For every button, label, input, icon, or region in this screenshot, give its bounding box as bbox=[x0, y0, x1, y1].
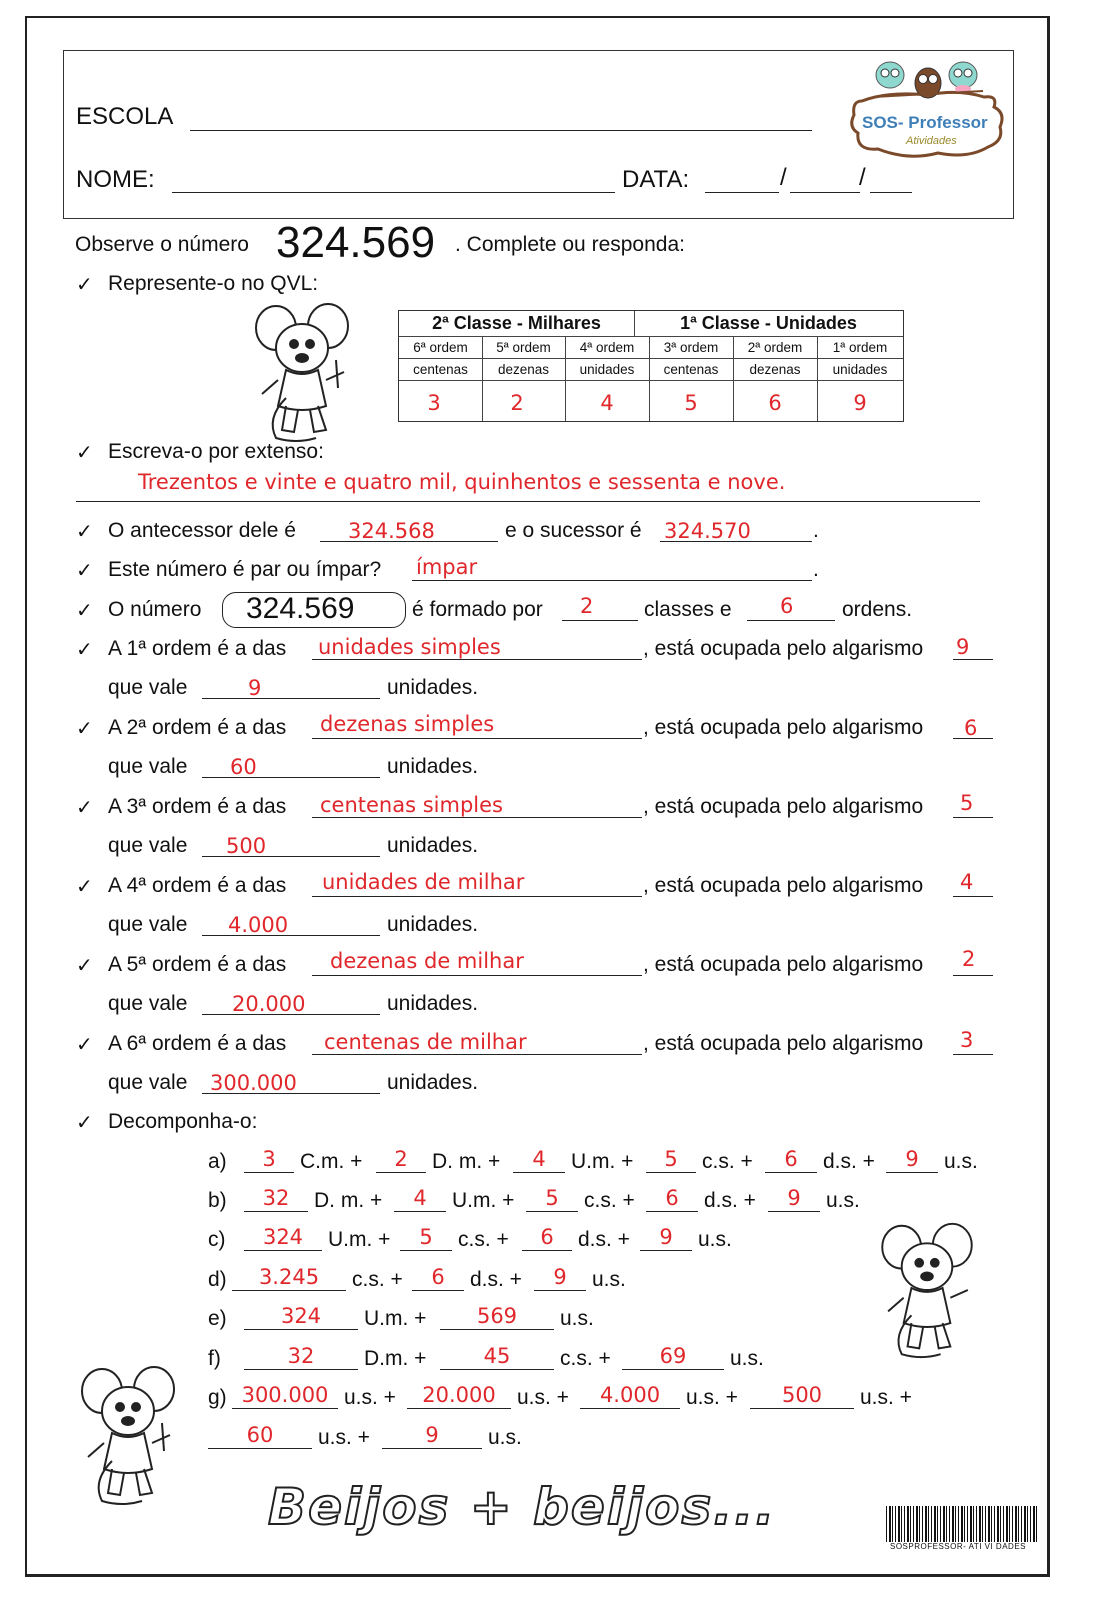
name-label: NOME: bbox=[76, 166, 155, 193]
extenso-instruction: Escreva-o por extenso: bbox=[108, 440, 324, 463]
decompose-unit: U.m. + bbox=[571, 1150, 634, 1173]
decompose-answer[interactable]: 32 bbox=[262, 1186, 290, 1210]
barcode-text: SOSPROFESSOR- ATI VI DADES bbox=[890, 1542, 1026, 1551]
ordem-value-field[interactable] bbox=[202, 698, 380, 699]
ordem-digit-answer[interactable]: 3 bbox=[960, 1028, 974, 1052]
decompose-unit: C.m. + bbox=[300, 1150, 363, 1173]
decompose-field[interactable] bbox=[580, 1408, 680, 1409]
qvl-order: 2ª ordem bbox=[747, 340, 803, 355]
qvl-order: 4ª ordem bbox=[579, 340, 635, 355]
ordem-name-answer[interactable]: centenas de milhar bbox=[324, 1030, 527, 1054]
ordem-vale-label: que vale bbox=[108, 676, 188, 699]
decompose-answer[interactable]: 500 bbox=[781, 1383, 823, 1407]
qvl-digit[interactable]: 9 bbox=[853, 391, 867, 415]
decompose-unit: u.s. bbox=[698, 1228, 732, 1251]
ordens-answer[interactable]: 6 bbox=[780, 594, 794, 618]
check-icon: ✓ bbox=[76, 955, 93, 977]
ordem-alg-text: , está ocupada pelo algarismo bbox=[643, 1032, 924, 1055]
parimpar-field[interactable] bbox=[412, 580, 812, 581]
decompose-field[interactable] bbox=[244, 1329, 358, 1330]
ordem-name-answer[interactable]: dezenas simples bbox=[320, 712, 495, 736]
decompose-answer[interactable]: 9 bbox=[905, 1147, 919, 1171]
decompose-answer[interactable]: 5 bbox=[419, 1225, 433, 1249]
date-month-field[interactable] bbox=[790, 192, 860, 193]
decompose-field[interactable] bbox=[382, 1448, 482, 1449]
decompose-field[interactable] bbox=[440, 1369, 554, 1370]
ordem-digit-answer[interactable]: 6 bbox=[964, 716, 978, 740]
decompose-unit: u.s. bbox=[944, 1150, 978, 1173]
decompose-answer[interactable]: 69 bbox=[659, 1344, 687, 1368]
decompose-answer[interactable]: 5 bbox=[545, 1186, 559, 1210]
ordem-digit-answer[interactable]: 4 bbox=[960, 870, 974, 894]
ordem-vale-label: que vale bbox=[108, 1071, 188, 1094]
decompose-answer[interactable]: 300.000 bbox=[241, 1383, 329, 1407]
decompose-label: d) bbox=[208, 1268, 227, 1291]
mouse-icon bbox=[72, 1360, 184, 1510]
ordem-vale-label: que vale bbox=[108, 992, 188, 1015]
qvl-name: unidades bbox=[832, 362, 888, 377]
logo-title: SOS- Professor bbox=[862, 113, 988, 132]
decompose-field[interactable] bbox=[400, 1250, 452, 1251]
ordem-digit-answer[interactable]: 2 bbox=[962, 947, 976, 971]
decompose-field[interactable] bbox=[244, 1369, 358, 1370]
school-label: ESCOLA bbox=[76, 103, 174, 130]
decompose-field[interactable] bbox=[208, 1448, 312, 1449]
decompose-unit: U.m. + bbox=[364, 1307, 427, 1330]
formado-number: 324.569 bbox=[246, 592, 355, 625]
decompose-answer[interactable]: 60 bbox=[246, 1423, 274, 1447]
qvl-class2-header: 2ª Classe - Milhares bbox=[432, 313, 601, 333]
qvl-order: 5ª ordem bbox=[496, 340, 551, 355]
decompose-answer[interactable]: 20.000 bbox=[422, 1383, 496, 1407]
decompose-field[interactable] bbox=[394, 1211, 446, 1212]
decompose-field[interactable] bbox=[232, 1290, 346, 1291]
mouse-illustration bbox=[72, 1360, 184, 1510]
decompose-label: b) bbox=[208, 1189, 227, 1212]
ordem-name-field[interactable] bbox=[312, 975, 642, 976]
qvl-instruction: Represente-o no QVL: bbox=[108, 272, 319, 295]
name-field[interactable] bbox=[172, 192, 615, 193]
decompose-unit: u.s. bbox=[488, 1426, 522, 1449]
ordem-digit-field[interactable] bbox=[953, 817, 993, 818]
check-icon: ✓ bbox=[76, 1034, 93, 1056]
antecessor-text: O antecessor dele é bbox=[108, 519, 296, 542]
ordem-value-answer[interactable]: 4.000 bbox=[228, 913, 289, 937]
decompose-label: e) bbox=[208, 1307, 227, 1330]
intro-number: 324.569 bbox=[276, 218, 436, 267]
ordem-prefix: A 3ª ordem é a das bbox=[108, 795, 287, 818]
period: . bbox=[813, 558, 819, 581]
intro-suffix: . Complete ou responda: bbox=[455, 233, 685, 256]
check-icon: ✓ bbox=[76, 797, 93, 819]
check-icon: ✓ bbox=[76, 521, 93, 543]
decompose-answer[interactable]: 324 bbox=[280, 1304, 322, 1328]
ordem-vale-label: que vale bbox=[108, 755, 188, 778]
formado-text: O número bbox=[108, 598, 202, 621]
formado-text3: classes e bbox=[644, 598, 732, 621]
ordem-alg-text: , está ocupada pelo algarismo bbox=[643, 874, 924, 897]
decompose-answer[interactable]: 9 bbox=[787, 1186, 801, 1210]
ordem-alg-text: , está ocupada pelo algarismo bbox=[643, 795, 924, 818]
extenso-line bbox=[76, 501, 980, 502]
decompose-field[interactable] bbox=[646, 1172, 696, 1173]
qvl-digit[interactable]: 3 bbox=[427, 391, 441, 415]
check-icon: ✓ bbox=[76, 442, 93, 464]
decompose-answer[interactable]: 4.000 bbox=[599, 1383, 661, 1407]
ordem-name-field[interactable] bbox=[312, 738, 642, 739]
ordens-field[interactable] bbox=[747, 620, 835, 621]
decompose-label: a) bbox=[208, 1150, 227, 1173]
decompose-field[interactable] bbox=[765, 1172, 817, 1173]
check-icon: ✓ bbox=[76, 274, 93, 296]
check-icon: ✓ bbox=[76, 639, 93, 661]
decompose-unit: U.m. + bbox=[452, 1189, 515, 1212]
ordem-name-field[interactable] bbox=[312, 1054, 642, 1055]
logo bbox=[848, 55, 1006, 163]
ordem-value-answer[interactable]: 500 bbox=[226, 834, 267, 858]
decompose-answer[interactable]: 4 bbox=[532, 1147, 546, 1171]
decompose-unit: u.s. + bbox=[344, 1386, 396, 1409]
ordem-unidades-label: unidades. bbox=[387, 913, 479, 936]
decompose-answer[interactable]: 3.245 bbox=[258, 1265, 320, 1289]
ordem-unidades-label: unidades. bbox=[387, 834, 479, 857]
date-separator: / bbox=[859, 164, 866, 191]
ordem-name-field[interactable] bbox=[312, 659, 642, 660]
check-icon: ✓ bbox=[76, 876, 93, 898]
formado-text4: ordens. bbox=[842, 598, 913, 621]
date-day-field[interactable] bbox=[705, 192, 779, 193]
ordem-unidades-label: unidades. bbox=[387, 755, 479, 778]
decompose-unit: u.s. bbox=[826, 1189, 860, 1212]
decompose-field[interactable] bbox=[513, 1172, 565, 1173]
decompose-answer[interactable]: 6 bbox=[665, 1186, 679, 1210]
mouse-illustration bbox=[246, 298, 358, 446]
qvl-digit[interactable]: 6 bbox=[768, 391, 782, 415]
ordem-digit-field[interactable] bbox=[953, 975, 993, 976]
decompose-field[interactable] bbox=[407, 1408, 511, 1409]
decompose-unit: u.s. + bbox=[318, 1426, 370, 1449]
date-year-field[interactable] bbox=[870, 192, 912, 193]
qvl-order: 6ª ordem bbox=[413, 340, 468, 355]
ordem-value-answer[interactable]: 20.000 bbox=[232, 992, 306, 1016]
barcode-icon bbox=[886, 1506, 1038, 1542]
ordem-digit-field[interactable] bbox=[953, 1054, 993, 1055]
qvl-digit[interactable]: 2 bbox=[510, 391, 524, 415]
decompose-unit: c.s. + bbox=[584, 1189, 635, 1212]
decompose-unit: c.s. + bbox=[702, 1150, 753, 1173]
mouse-icon bbox=[872, 1218, 982, 1362]
decompose-unit: u.s. bbox=[730, 1347, 764, 1370]
decompose-field[interactable] bbox=[244, 1250, 322, 1251]
classes-field[interactable] bbox=[562, 620, 638, 621]
decompose-unit: d.s. + bbox=[470, 1268, 522, 1291]
ordem-alg-text: , está ocupada pelo algarismo bbox=[643, 716, 924, 739]
ordem-unidades-label: unidades. bbox=[387, 1071, 479, 1094]
intro-prefix: Observe o número bbox=[75, 233, 249, 256]
ordem-digit-answer[interactable]: 9 bbox=[956, 635, 970, 659]
decompose-label: c) bbox=[208, 1228, 226, 1251]
antecessor-answer[interactable]: 324.568 bbox=[348, 519, 435, 543]
decompose-field[interactable] bbox=[440, 1329, 554, 1330]
qvl-digit[interactable]: 5 bbox=[684, 391, 698, 415]
logo-subtitle: Atividades bbox=[906, 135, 957, 147]
decompose-instruction: Decomponha-o: bbox=[108, 1110, 258, 1133]
ordem-unidades-label: unidades. bbox=[387, 992, 479, 1015]
decompose-answer[interactable]: 324 bbox=[262, 1225, 304, 1249]
decompose-unit: D. m. + bbox=[432, 1150, 501, 1173]
mouse-icon bbox=[246, 298, 358, 446]
ordem-prefix: A 1ª ordem é a das bbox=[108, 637, 287, 660]
decompose-answer[interactable]: 9 bbox=[425, 1423, 439, 1447]
ordem-digit-answer[interactable]: 5 bbox=[960, 791, 974, 815]
ordem-name-answer[interactable]: dezenas de milhar bbox=[330, 949, 524, 973]
ordem-prefix: A 5ª ordem é a das bbox=[108, 953, 287, 976]
decompose-label: f) bbox=[208, 1347, 221, 1370]
decompose-unit: c.s. + bbox=[560, 1347, 611, 1370]
ordem-digit-field[interactable] bbox=[953, 896, 993, 897]
ordem-prefix: A 4ª ordem é a das bbox=[108, 874, 287, 897]
school-field[interactable] bbox=[190, 130, 812, 131]
period: . bbox=[813, 519, 819, 542]
decompose-field[interactable] bbox=[412, 1290, 464, 1291]
decompose-unit: c.s. + bbox=[458, 1228, 509, 1251]
decompose-answer[interactable]: 6 bbox=[431, 1265, 445, 1289]
decompose-field[interactable] bbox=[768, 1211, 820, 1212]
decompose-answer[interactable]: 4 bbox=[413, 1186, 427, 1210]
qvl-digit[interactable]: 4 bbox=[600, 391, 614, 415]
classes-answer[interactable]: 2 bbox=[580, 594, 594, 618]
decompose-unit: c.s. + bbox=[352, 1268, 403, 1291]
ordem-digit-field[interactable] bbox=[953, 659, 993, 660]
decompose-unit: u.s. + bbox=[517, 1386, 569, 1409]
decompose-field[interactable] bbox=[534, 1290, 586, 1291]
ordem-value-answer[interactable]: 60 bbox=[230, 755, 257, 779]
qvl-class1-header: 1ª Classe - Unidades bbox=[680, 313, 857, 333]
decompose-field[interactable] bbox=[750, 1408, 854, 1409]
check-icon: ✓ bbox=[76, 718, 93, 740]
check-icon: ✓ bbox=[76, 600, 93, 622]
decompose-unit: U.m. + bbox=[328, 1228, 391, 1251]
check-icon: ✓ bbox=[76, 560, 93, 582]
decompose-field[interactable] bbox=[244, 1172, 294, 1173]
ordem-vale-label: que vale bbox=[108, 913, 188, 936]
ordem-value-field[interactable] bbox=[202, 777, 380, 778]
decompose-unit: D. m. + bbox=[314, 1189, 383, 1212]
decompose-answer[interactable]: 6 bbox=[540, 1225, 554, 1249]
decompose-field[interactable] bbox=[646, 1211, 698, 1212]
decompose-answer[interactable]: 3 bbox=[262, 1147, 276, 1171]
extenso-answer[interactable]: Trezentos e vinte e quatro mil, quinhentos e sessenta e nove. bbox=[138, 470, 786, 494]
ordem-name-field[interactable] bbox=[312, 896, 642, 897]
formado-text2: é formado por bbox=[412, 598, 543, 621]
qvl-name: dezenas bbox=[749, 362, 801, 377]
ordem-prefix: A 2ª ordem é a das bbox=[108, 716, 287, 739]
decompose-answer[interactable]: 6 bbox=[784, 1147, 798, 1171]
decompose-unit: u.s. bbox=[592, 1268, 626, 1291]
decompose-field[interactable] bbox=[244, 1211, 308, 1212]
decompose-answer[interactable]: 2 bbox=[394, 1147, 408, 1171]
ordem-name-answer[interactable]: centenas simples bbox=[320, 793, 503, 817]
mouse-illustration bbox=[872, 1218, 982, 1362]
decompose-answer[interactable]: 5 bbox=[664, 1147, 678, 1171]
qvl-order: 3ª ordem bbox=[663, 340, 719, 355]
ordem-name-answer[interactable]: unidades simples bbox=[318, 635, 501, 659]
decompose-field[interactable] bbox=[522, 1250, 572, 1251]
decompose-field[interactable] bbox=[376, 1172, 426, 1173]
sucessor-text: e o sucessor é bbox=[505, 519, 642, 542]
ordem-unidades-label: unidades. bbox=[387, 676, 479, 699]
decompose-answer[interactable]: 9 bbox=[659, 1225, 673, 1249]
decompose-field[interactable] bbox=[640, 1250, 692, 1251]
decompose-field[interactable] bbox=[232, 1408, 338, 1409]
decompose-unit: D.m. + bbox=[364, 1347, 427, 1370]
parimpar-text: Este número é par ou ímpar? bbox=[108, 558, 382, 581]
ordem-alg-text: , está ocupada pelo algarismo bbox=[643, 953, 924, 976]
qvl-order: 1ª ordem bbox=[832, 340, 888, 355]
decompose-field[interactable] bbox=[526, 1211, 578, 1212]
qvl-name: centenas bbox=[663, 362, 719, 377]
decompose-unit: u.s. + bbox=[686, 1386, 738, 1409]
ordem-name-answer[interactable]: unidades de milhar bbox=[322, 870, 525, 894]
signoff: Beijos + beijos... bbox=[268, 1478, 777, 1536]
decompose-unit: u.s. + bbox=[860, 1386, 912, 1409]
qvl-table bbox=[398, 310, 904, 422]
decompose-unit: d.s. + bbox=[578, 1228, 630, 1251]
qvl-name: unidades bbox=[579, 362, 635, 377]
ordem-value-answer[interactable]: 300.000 bbox=[210, 1071, 297, 1095]
decompose-answer[interactable]: 45 bbox=[483, 1344, 511, 1368]
ordem-prefix: A 6ª ordem é a das bbox=[108, 1032, 287, 1055]
decompose-answer[interactable]: 9 bbox=[553, 1265, 567, 1289]
sucessor-answer[interactable]: 324.570 bbox=[664, 519, 751, 543]
decompose-field[interactable] bbox=[886, 1172, 938, 1173]
parimpar-answer[interactable]: ímpar bbox=[416, 555, 478, 579]
decompose-unit: u.s. bbox=[560, 1307, 594, 1330]
date-label: DATA: bbox=[622, 166, 690, 193]
decompose-label: g) bbox=[208, 1386, 227, 1409]
decompose-field[interactable] bbox=[622, 1369, 724, 1370]
ordem-alg-text: , está ocupada pelo algarismo bbox=[643, 637, 924, 660]
date-separator: / bbox=[780, 164, 787, 191]
decompose-unit: d.s. + bbox=[823, 1150, 875, 1173]
decompose-unit: d.s. + bbox=[704, 1189, 756, 1212]
qvl-name: dezenas bbox=[497, 362, 550, 377]
check-icon: ✓ bbox=[76, 1112, 93, 1134]
ordem-value-answer[interactable]: 9 bbox=[248, 676, 262, 700]
decompose-answer[interactable]: 569 bbox=[476, 1304, 518, 1328]
qvl-name: centenas bbox=[413, 362, 468, 377]
decompose-answer[interactable]: 32 bbox=[287, 1344, 315, 1368]
ordem-name-field[interactable] bbox=[312, 817, 642, 818]
ordem-vale-label: que vale bbox=[108, 834, 188, 857]
